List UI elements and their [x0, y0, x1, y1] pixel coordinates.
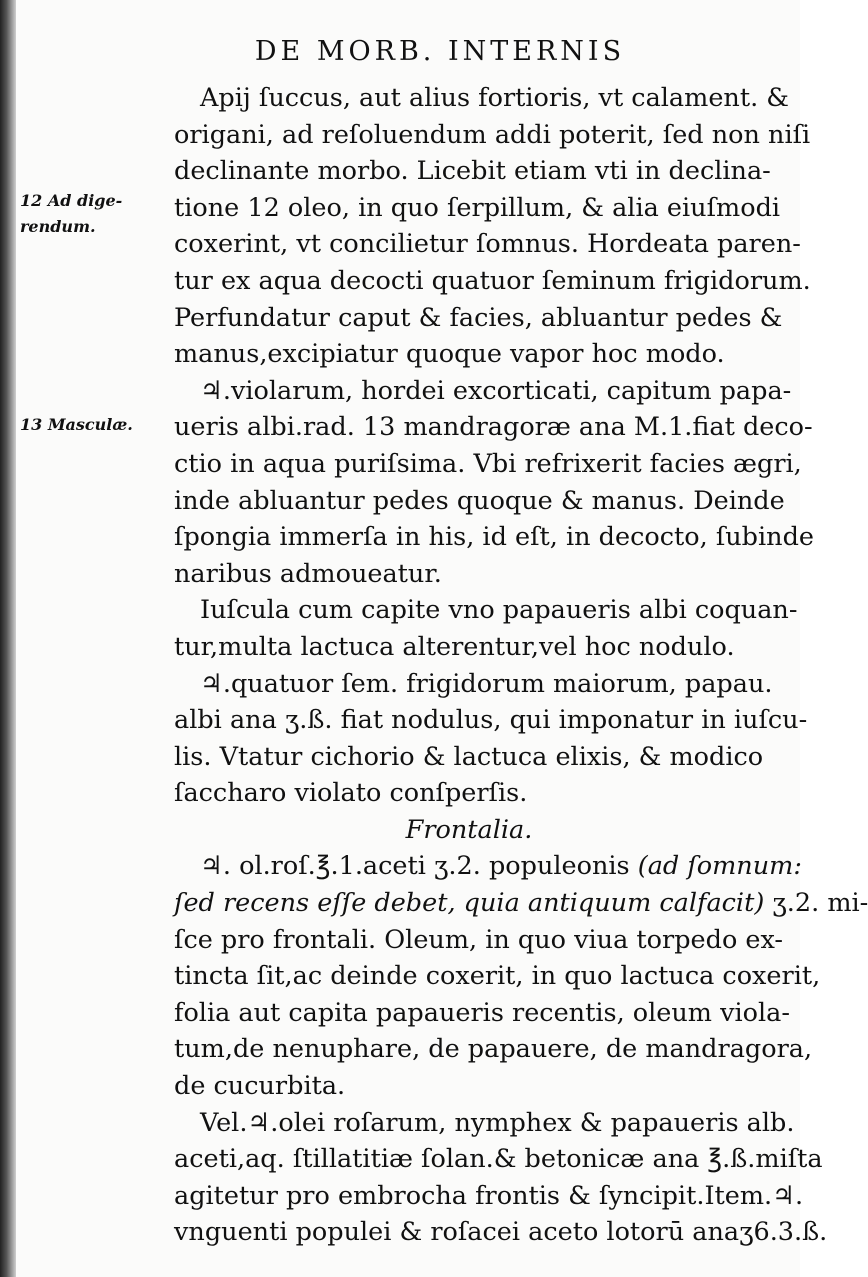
text-line: aceti,aq. ſtillatitiæ ſolan.& betonicæ ana ℥.ß.miſta [174, 1144, 823, 1175]
body-text [174, 80, 868, 1251]
text-line: origani, ad reſoluendum addi poterit, ſed non niſi [174, 119, 811, 150]
text-line: ueris albi.rad. 13 mandragoræ ana M.1.fiat deco- [174, 412, 813, 443]
text-line: Perfundatur caput & facies, abluantur pedes & [174, 302, 783, 333]
text-line: vnguenti populei & roſacei aceto lotorū anaʒ6.3.ß. [174, 1217, 828, 1248]
text-line: tur,multa lactuca alterentur,vel hoc nodulo. [174, 631, 735, 662]
text-line: tione 12 oleo, in quo ſerpillum, & alia eiuſmodi [174, 192, 781, 223]
book-spine-shadow [0, 0, 16, 1277]
text-line [174, 885, 868, 922]
text-line: de cucurbita. [174, 1071, 346, 1102]
italic-segment: (ad ſomnum: [637, 851, 802, 882]
text-line: ♃.violarum, hordei excorticati, capitum papa- [200, 375, 792, 406]
text-line: ſaccharo violato conſperſis. [174, 778, 528, 809]
marginal-note-13 [20, 414, 133, 436]
text-line: coxerint, vt concilietur ſomnus. Hordeata paren- [174, 229, 801, 260]
text-line: Iuſcula cum capite vno papaueris albi coquan- [200, 595, 798, 626]
marginal-note-12 [20, 190, 122, 238]
text-line: ſce pro frontali. Oleum, in quo viua torpedo ex- [174, 924, 784, 955]
text-line: Apij ſuccus, aut alius fortioris, vt calament. & [200, 83, 789, 113]
text-line: agitetur pro embrocha frontis & ſyncipit.Item.♃. [174, 1180, 804, 1211]
text-line: tur ex aqua decocti quatuor ſeminum frigidorum. [174, 265, 811, 296]
text-line: manus,excipiatur quoque vapor hoc modo. [174, 339, 725, 370]
italic-segment: ſed recens eſſe debet, quia antiquum calfacit) [174, 888, 765, 919]
text-line: tincta ſit,ac deinde coxerit, in quo lactuca coxerit, [174, 961, 821, 992]
text-segment: ʒ.2. mi- [764, 888, 868, 919]
text-line: lis. Vtatur cichorio & lactuca elixis, & modico [174, 741, 764, 772]
text-line: declinante morbo. Licebit etiam vti in declina- [174, 156, 771, 187]
text-line: tum,de nenuphare, de papauere, de mandragora, [174, 1034, 813, 1065]
marginal-note-line: rendum. [20, 217, 96, 236]
text-line: ſpongia immerſa in his, id eſt, in decocto, ſubinde [174, 522, 815, 553]
running-header: DE MORB. INTERNIS [254, 36, 626, 67]
text-line: albi ana ʒ.ß. fiat nodulus, qui imponatur in iuſcu- [174, 705, 808, 736]
marginal-note-line: 12 Ad dige- [20, 191, 123, 210]
text-line: ♃.quatuor ſem. frigidorum maiorum, papau. [200, 668, 773, 699]
text-segment: ♃. ol.roſ.℥.1.aceti ʒ.2. populeonis [200, 851, 638, 882]
text-line: Vel.♃.olei roſarum, nymphex & papaueris alb. [200, 1107, 795, 1138]
marginal-note-line: 13 Masculæ. [20, 415, 133, 434]
text-line: inde abluantur pedes quoque & manus. Deinde [174, 485, 785, 516]
text-line: folia aut capita papaueris recentis, oleum viola- [174, 997, 790, 1028]
section-heading-frontalia: Frontalia. [405, 814, 533, 845]
text-line: naribus admoueatur. [174, 558, 442, 589]
text-line: ctio in aqua puriſsima. Vbi refrixerit facies ægri, [174, 448, 802, 479]
text-line [174, 848, 802, 885]
